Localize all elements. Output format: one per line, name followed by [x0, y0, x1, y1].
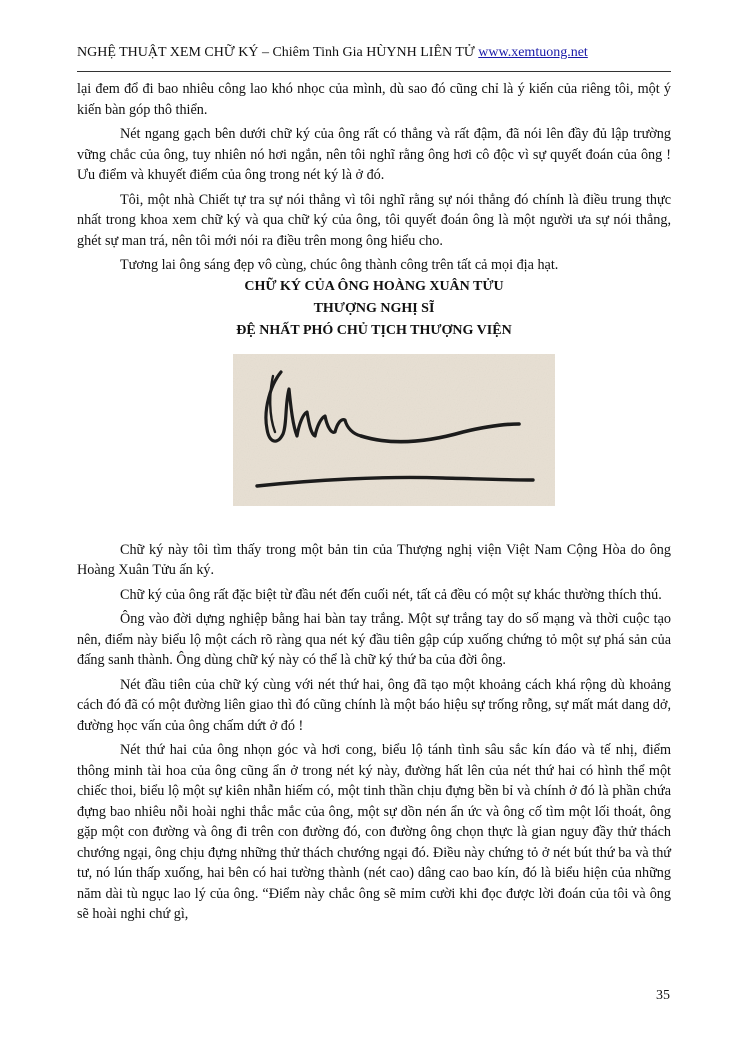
paragraph: Nét thứ hai của ông nhọn góc và hơi cong, biểu lộ tánh tình sâu sắc kín đáo và tế nhị, điểm thông minh tài hoa của ông cũng ẩn ở trong nét ký này, đường hất lên của nét thứ hai có hình thể một chiếc thoi, biểu lộ một sự kiên nhẫn hiếm có, một tinh thần chịu đựng bền bỉ và chính ở đó là phần chứa đựng bao nhiêu nỗi hoài nghi thắc mắc của ông, một sự dồn nén ẩn ức và ông cố tìm một lối thoát, ông gặp một con đường và ông đi trên con đường đó, con đường ông chọn thực là gian nguy đầy thử thách chướng ngại, ông chịu đựng những thử thách chướng ngại đó. Điều này chứng tỏ ở nét bút thứ ba và thứ tư, nó lún thấp xuống, hai bên có hai tường thành (nét cao) dâng cao bao kín, đó là biểu hiện của những năm dài tù ngục lao lý của ông. “Điểm này chắc ông sẽ mỉm cười khi đọc được lời đoán của tôi và ông sẽ hoài nghi chứ gì, — [77, 742, 671, 922]
paragraph: Nét ngang gạch bên dưới chữ ký của ông rất có thẳng và rất đậm, đã nói lên đầy đủ lập trường vững chắc của ông, tuy nhiên nó hơi ngắn, nên tôi nghĩ rằng ông hơi cô độc vì sự quyết đoán của ông ! Ưu điểm và khuyết điểm của ông trong nét ký là ở đó. — [77, 126, 671, 183]
paragraph: Ông vào đời dựng nghiệp bằng hai bàn tay trắng. Một sự trắng tay do số mạng và thời cuộc tạo nên, điểm này biểu lộ một cách rõ ràng qua nét ký đầu tiên gập cúp xuống chứng tỏ một sự phá sản của đấng sanh thành. Ông dùng chữ ký này có thể là chữ ký thứ ba của đời ông. — [77, 611, 671, 668]
header-text: NGHỆ THUẬT XEM CHỮ KÝ – Chiêm Tinh Gia HÙYNH LIÊN TỬ — [77, 45, 479, 60]
page-body — [77, 79, 671, 925]
paragraph: Tôi, một nhà Chiết tự tra sự nói thẳng vì tôi nghĩ rằng sự nói thẳng đó chính là điều trung thực nhất trong khoa xem chữ ký và qua chữ ký của ông, tôi quyết đoán ông là một người ưa sự nói thẳng, ghét sự man trá, nên tôi mới nói ra điều trên mong ông hiểu cho. — [77, 191, 671, 249]
lower-text — [77, 540, 671, 925]
paragraph: lại đem đổ đi bao nhiêu công lao khó nhọc của mình, dù sao đó cũng chỉ là ý kiến của riêng tôi, một ý kiến bàn góp thô thiển. — [77, 81, 671, 118]
running-header — [77, 45, 671, 61]
signature-figure — [77, 354, 671, 540]
page-number: 35 — [656, 988, 670, 1003]
paragraph: Nét đầu tiên của chữ ký cùng với nét thứ hai, ông đã tạo một khoảng cách khá rộng dù khoảng cách đó đã có một đường liên giao thì đó cũng chính là một báo hiệu sự trống rỗng, sự mất mát dang dở, đường học vấn của ông chấm dứt ở đó ! — [77, 676, 671, 734]
paragraph: Chữ ký này tôi tìm thấy trong một bản tin của Thượng nghị viện Việt Nam Cộng Hòa do ông Hoàng Xuân Tửu ấn ký. — [77, 541, 671, 578]
header-rule — [77, 71, 671, 72]
header-link[interactable]: www.xemtuong.net — [478, 45, 588, 60]
section-title-line-1: CHỮ KÝ CỦA ÔNG HOÀNG XUÂN TỬU — [244, 278, 504, 294]
signature-image — [233, 354, 555, 506]
section-title-line-3: ĐỆ NHẤT PHÓ CHỦ TỊCH THƯỢNG VIỆN — [236, 322, 512, 338]
section-title-line-2: THƯỢNG NGHỊ SĨ — [313, 300, 435, 316]
paragraph: Chữ ký của ông rất đặc biệt từ đầu nét đến cuối nét, tất cả đều có một sự khác thường thích thú. — [120, 586, 662, 603]
paragraph: Tương lai ông sáng đẹp vô cùng, chúc ông thành công trên tất cả mọi địa hạt. — [120, 257, 559, 273]
signature-drawing — [233, 354, 555, 506]
